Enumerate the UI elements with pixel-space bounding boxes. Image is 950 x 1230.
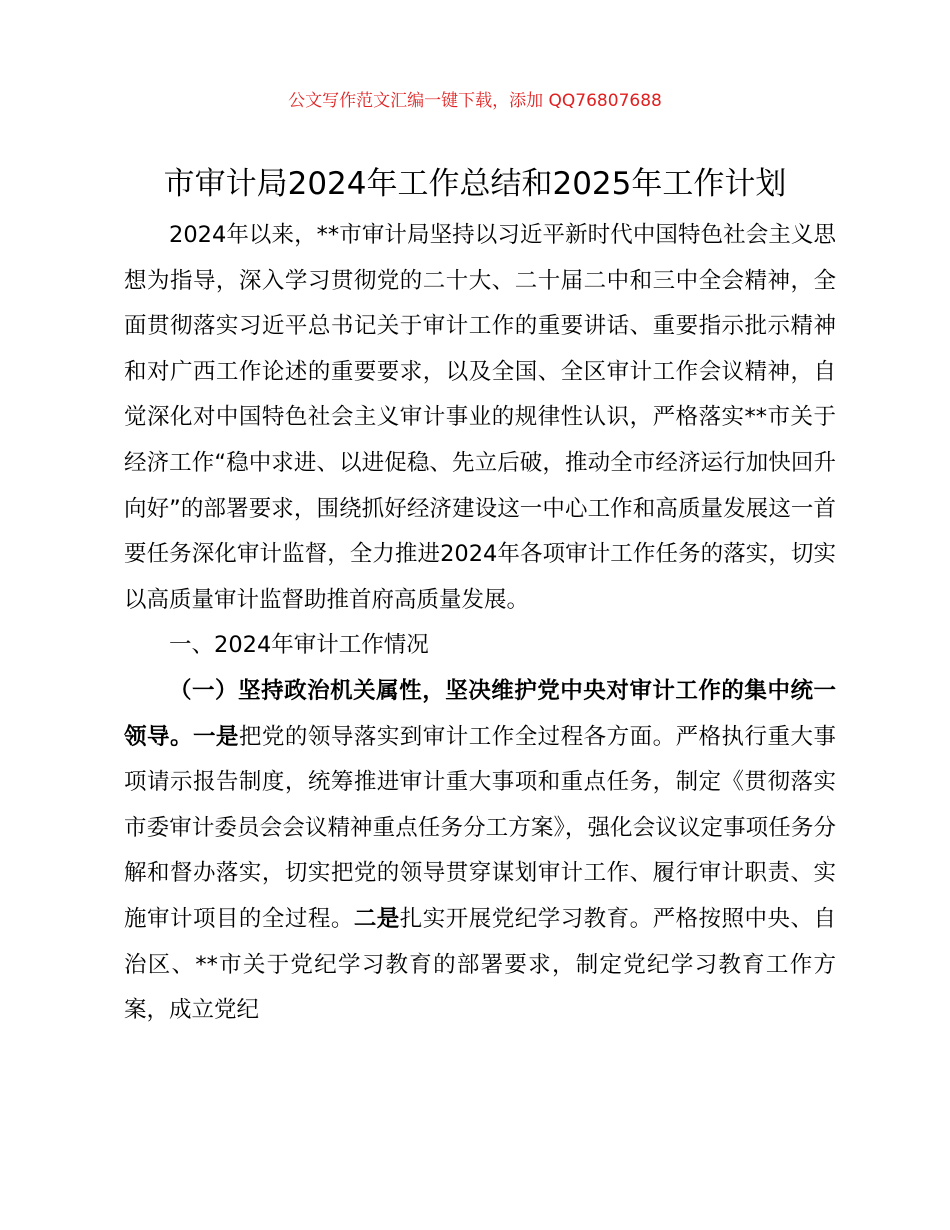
point-1-label: 一是	[192, 723, 239, 750]
point-2-text: 扎实开展党纪学习教育。严格按照中央、自治区、**市关于党纪学习教育的部署要求，制定党纪学习教育工作方案，成立党纪	[124, 905, 836, 1024]
subsection-paragraph	[124, 669, 836, 1034]
document-title: 市审计局2024年工作总结和2025年工作计划	[163, 166, 787, 202]
intro-paragraph: 2024年以来，**市审计局坚持以习近平新时代中国特色社会主义思想为指导，深入学习贯彻党的二十大、二十届二中和三中全会精神，全面贯彻落实习近平总书记关于审计工作的重要讲话、重要指示批示精神和对广西工作论述的重要要求，以及全国、全区审计工作会议精神，自觉深化对中国特色社会主义审计事业的规律性认识，严格落实**市关于经济工作“稳中求进、以进促稳、先立后破，推动全市经济运行加快回升向好”的部署要求，围绕抓好经济建设这一中心工作和高质量发展这一首要任务深化审计监督，全力推进2024年各项审计工作任务的落实，切实以高质量审计监督助推首府高质量发展。	[124, 222, 836, 613]
document-body	[124, 213, 836, 1034]
point-1-text: 把党的领导落实到审计工作全过程各方面。严格执行重大事项请示报告制度，统筹推进审计重大事项和重点任务，制定《贯彻落实市委审计委员会会议精神重点任务分工方案》，强化会议议定事项任务分解和督办落实，切实把党的领导贯穿谋划审计工作、履行审计职责、实施审计项目的全过程。	[124, 723, 836, 932]
download-notice-link[interactable]: 公文写作范文汇编一键下载，添加 QQ76807688	[288, 91, 662, 111]
section-heading-2024-work: 一、2024年审计工作情况	[169, 632, 429, 659]
subsection-heading: （一）坚持政治机关属性，坚决维护党中央对审计工作的集中统一领导。	[124, 677, 836, 750]
point-2-label: 二是	[353, 905, 400, 932]
